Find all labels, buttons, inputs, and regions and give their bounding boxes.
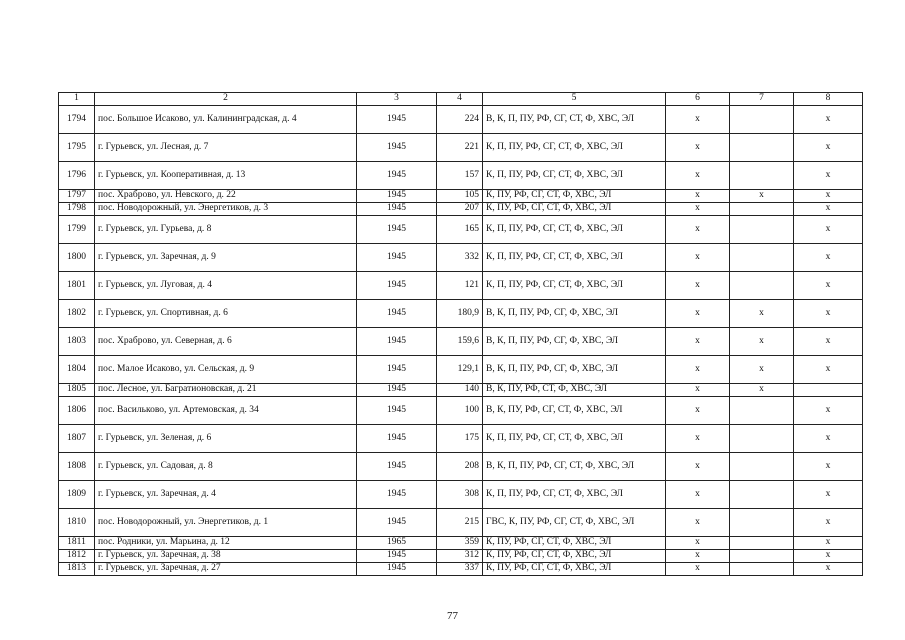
facilities-cell: К, П, ПУ, РФ, СГ, СТ, Ф, ХВС, ЭЛ — [483, 481, 666, 509]
mark-cell-8: x — [794, 537, 863, 550]
table-row — [59, 203, 863, 216]
mark-cell-7 — [730, 453, 794, 481]
mark-cell-6: x — [666, 216, 730, 244]
table-row — [59, 272, 863, 300]
address-cell: г. Гурьевск, ул. Луговая, д. 4 — [95, 272, 357, 300]
row-number-cell: 1798 — [59, 203, 95, 216]
row-number-cell: 1810 — [59, 509, 95, 537]
table-row — [59, 550, 863, 563]
mark-cell-6: x — [666, 481, 730, 509]
table-row — [59, 162, 863, 190]
mark-cell-6: x — [666, 162, 730, 190]
table-row — [59, 563, 863, 576]
mark-cell-7 — [730, 106, 794, 134]
facilities-cell: В, К, П, ПУ, РФ, СГ, Ф, ХВС, ЭЛ — [483, 300, 666, 328]
row-number-cell: 1803 — [59, 328, 95, 356]
table-row — [59, 328, 863, 356]
year-cell: 1945 — [357, 563, 437, 576]
facilities-cell: К, П, ПУ, РФ, СГ, СТ, Ф, ХВС, ЭЛ — [483, 162, 666, 190]
mark-cell-8: x — [794, 481, 863, 509]
mark-cell-7 — [730, 203, 794, 216]
facilities-cell: В, К, П, ПУ, РФ, СГ, СТ, Ф, ХВС, ЭЛ — [483, 453, 666, 481]
facilities-cell: В, К, ПУ, РФ, СТ, Ф, ХВС, ЭЛ — [483, 384, 666, 397]
area-cell: 207 — [437, 203, 483, 216]
mark-cell-7: x — [730, 384, 794, 397]
column-header: 5 — [483, 93, 666, 106]
mark-cell-7: x — [730, 328, 794, 356]
mark-cell-7: x — [730, 300, 794, 328]
address-cell: пос. Новодорожный, ул. Энергетиков, д. 3 — [95, 203, 357, 216]
column-header: 6 — [666, 93, 730, 106]
mark-cell-6: x — [666, 550, 730, 563]
mark-cell-8: x — [794, 162, 863, 190]
mark-cell-8: x — [794, 328, 863, 356]
area-cell: 159,6 — [437, 328, 483, 356]
mark-cell-7: x — [730, 356, 794, 384]
facilities-cell: К, П, ПУ, РФ, СГ, СТ, Ф, ХВС, ЭЛ — [483, 425, 666, 453]
table-row — [59, 453, 863, 481]
mark-cell-6: x — [666, 328, 730, 356]
address-cell: г. Гурьевск, ул. Спортивная, д. 6 — [95, 300, 357, 328]
address-cell: г. Гурьевск, ул. Зеленая, д. 6 — [95, 425, 357, 453]
address-cell: пос. Большое Исаково, ул. Калининградская, д. 4 — [95, 106, 357, 134]
mark-cell-6: x — [666, 537, 730, 550]
year-cell: 1945 — [357, 481, 437, 509]
row-number-cell: 1806 — [59, 397, 95, 425]
row-number-cell: 1807 — [59, 425, 95, 453]
mark-cell-7 — [730, 244, 794, 272]
address-cell: г. Гурьевск, ул. Заречная, д. 27 — [95, 563, 357, 576]
address-cell: г. Гурьевск, ул. Гурьева, д. 8 — [95, 216, 357, 244]
mark-cell-8: x — [794, 425, 863, 453]
row-number-cell: 1797 — [59, 190, 95, 203]
facilities-cell: ГВС, К, ПУ, РФ, СГ, СТ, Ф, ХВС, ЭЛ — [483, 509, 666, 537]
year-cell: 1945 — [357, 190, 437, 203]
mark-cell-7 — [730, 550, 794, 563]
facilities-cell: К, ПУ, РФ, СГ, СТ, Ф, ХВС, ЭЛ — [483, 563, 666, 576]
address-cell: г. Гурьевск, ул. Садовая, д. 8 — [95, 453, 357, 481]
address-cell: пос. Новодорожный, ул. Энергетиков, д. 1 — [95, 509, 357, 537]
table-row — [59, 397, 863, 425]
facilities-cell: К, ПУ, РФ, СГ, СТ, Ф, ХВС, ЭЛ — [483, 203, 666, 216]
year-cell: 1945 — [357, 550, 437, 563]
table-row — [59, 244, 863, 272]
year-cell: 1945 — [357, 244, 437, 272]
mark-cell-7 — [730, 563, 794, 576]
address-cell: пос. Малое Исаково, ул. Сельская, д. 9 — [95, 356, 357, 384]
facilities-cell: К, П, ПУ, РФ, СГ, СТ, Ф, ХВС, ЭЛ — [483, 134, 666, 162]
row-number-cell: 1800 — [59, 244, 95, 272]
row-number-cell: 1799 — [59, 216, 95, 244]
area-cell: 129,1 — [437, 356, 483, 384]
mark-cell-7 — [730, 216, 794, 244]
row-number-cell: 1808 — [59, 453, 95, 481]
year-cell: 1945 — [357, 300, 437, 328]
facilities-cell: К, П, ПУ, РФ, СГ, СТ, Ф, ХВС, ЭЛ — [483, 216, 666, 244]
mark-cell-7 — [730, 134, 794, 162]
mark-cell-7 — [730, 509, 794, 537]
mark-cell-6: x — [666, 300, 730, 328]
facilities-cell: К, ПУ, РФ, СГ, СТ, Ф, ХВС, ЭЛ — [483, 190, 666, 203]
mark-cell-8: x — [794, 106, 863, 134]
address-cell: г. Гурьевск, ул. Кооперативная, д. 13 — [95, 162, 357, 190]
area-cell: 312 — [437, 550, 483, 563]
area-cell: 215 — [437, 509, 483, 537]
year-cell: 1945 — [357, 134, 437, 162]
address-cell: пос. Лесное, ул. Багратионовская, д. 21 — [95, 384, 357, 397]
row-number-cell: 1802 — [59, 300, 95, 328]
year-cell: 1945 — [357, 397, 437, 425]
area-cell: 359 — [437, 537, 483, 550]
mark-cell-7: x — [730, 190, 794, 203]
mark-cell-6: x — [666, 106, 730, 134]
mark-cell-8: x — [794, 190, 863, 203]
facilities-cell: К, П, ПУ, РФ, СГ, СТ, Ф, ХВС, ЭЛ — [483, 244, 666, 272]
mark-cell-6: x — [666, 134, 730, 162]
address-cell: пос. Васильково, ул. Артемовская, д. 34 — [95, 397, 357, 425]
housing-register-table — [58, 92, 863, 576]
table-row — [59, 384, 863, 397]
mark-cell-7 — [730, 162, 794, 190]
area-cell: 208 — [437, 453, 483, 481]
address-cell: г. Гурьевск, ул. Заречная, д. 38 — [95, 550, 357, 563]
mark-cell-8: x — [794, 203, 863, 216]
mark-cell-6: x — [666, 244, 730, 272]
table-row — [59, 425, 863, 453]
year-cell: 1945 — [357, 106, 437, 134]
row-number-cell: 1794 — [59, 106, 95, 134]
area-cell: 165 — [437, 216, 483, 244]
address-cell: пос. Храброво, ул. Невского, д. 22 — [95, 190, 357, 203]
mark-cell-7 — [730, 272, 794, 300]
column-header: 4 — [437, 93, 483, 106]
table-row — [59, 300, 863, 328]
mark-cell-6: x — [666, 563, 730, 576]
mark-cell-6: x — [666, 190, 730, 203]
table-row — [59, 509, 863, 537]
address-cell: пос. Родники, ул. Марьина, д. 12 — [95, 537, 357, 550]
area-cell: 337 — [437, 563, 483, 576]
area-cell: 180,9 — [437, 300, 483, 328]
year-cell: 1945 — [357, 328, 437, 356]
column-header: 1 — [59, 93, 95, 106]
mark-cell-8: x — [794, 300, 863, 328]
address-cell: г. Гурьевск, ул. Лесная, д. 7 — [95, 134, 357, 162]
mark-cell-8: x — [794, 216, 863, 244]
year-cell: 1945 — [357, 356, 437, 384]
table-row — [59, 134, 863, 162]
mark-cell-6: x — [666, 509, 730, 537]
year-cell: 1945 — [357, 272, 437, 300]
mark-cell-6: x — [666, 397, 730, 425]
facilities-cell: К, П, ПУ, РФ, СГ, СТ, Ф, ХВС, ЭЛ — [483, 272, 666, 300]
table-row — [59, 537, 863, 550]
year-cell: 1965 — [357, 537, 437, 550]
mark-cell-8: x — [794, 453, 863, 481]
facilities-cell: К, ПУ, РФ, СГ, СТ, Ф, ХВС, ЭЛ — [483, 550, 666, 563]
table-row — [59, 106, 863, 134]
mark-cell-8: x — [794, 356, 863, 384]
mark-cell-8: x — [794, 397, 863, 425]
address-cell: пос. Храброво, ул. Северная, д. 6 — [95, 328, 357, 356]
year-cell: 1945 — [357, 453, 437, 481]
mark-cell-8 — [794, 384, 863, 397]
column-header: 7 — [730, 93, 794, 106]
mark-cell-7 — [730, 425, 794, 453]
mark-cell-8: x — [794, 244, 863, 272]
column-number-header-row — [59, 93, 863, 106]
facilities-cell: К, ПУ, РФ, СГ, СТ, Ф, ХВС, ЭЛ — [483, 537, 666, 550]
area-cell: 105 — [437, 190, 483, 203]
mark-cell-6: x — [666, 272, 730, 300]
address-cell: г. Гурьевск, ул. Заречная, д. 9 — [95, 244, 357, 272]
mark-cell-6: x — [666, 453, 730, 481]
mark-cell-8: x — [794, 134, 863, 162]
facilities-cell: В, К, П, ПУ, РФ, СГ, СТ, Ф, ХВС, ЭЛ — [483, 106, 666, 134]
mark-cell-6: x — [666, 203, 730, 216]
mark-cell-7 — [730, 397, 794, 425]
row-number-cell: 1813 — [59, 563, 95, 576]
area-cell: 140 — [437, 384, 483, 397]
mark-cell-6: x — [666, 356, 730, 384]
facilities-cell: В, К, П, ПУ, РФ, СГ, Ф, ХВС, ЭЛ — [483, 356, 666, 384]
table-body — [59, 93, 863, 576]
area-cell: 308 — [437, 481, 483, 509]
mark-cell-8: x — [794, 509, 863, 537]
mark-cell-6: x — [666, 384, 730, 397]
column-header: 2 — [95, 93, 357, 106]
year-cell: 1945 — [357, 216, 437, 244]
area-cell: 332 — [437, 244, 483, 272]
area-cell: 175 — [437, 425, 483, 453]
row-number-cell: 1795 — [59, 134, 95, 162]
row-number-cell: 1811 — [59, 537, 95, 550]
mark-cell-8: x — [794, 550, 863, 563]
row-number-cell: 1796 — [59, 162, 95, 190]
table-row — [59, 190, 863, 203]
year-cell: 1945 — [357, 509, 437, 537]
mark-cell-7 — [730, 481, 794, 509]
column-header: 8 — [794, 93, 863, 106]
table-row — [59, 481, 863, 509]
area-cell: 100 — [437, 397, 483, 425]
year-cell: 1945 — [357, 203, 437, 216]
mark-cell-7 — [730, 537, 794, 550]
mark-cell-8: x — [794, 563, 863, 576]
table-row — [59, 356, 863, 384]
column-header: 3 — [357, 93, 437, 106]
year-cell: 1945 — [357, 384, 437, 397]
facilities-cell: В, К, П, ПУ, РФ, СГ, Ф, ХВС, ЭЛ — [483, 328, 666, 356]
year-cell: 1945 — [357, 425, 437, 453]
row-number-cell: 1812 — [59, 550, 95, 563]
area-cell: 221 — [437, 134, 483, 162]
row-number-cell: 1801 — [59, 272, 95, 300]
area-cell: 157 — [437, 162, 483, 190]
area-cell: 121 — [437, 272, 483, 300]
row-number-cell: 1809 — [59, 481, 95, 509]
facilities-cell: В, К, ПУ, РФ, СГ, СТ, Ф, ХВС, ЭЛ — [483, 397, 666, 425]
mark-cell-6: x — [666, 425, 730, 453]
row-number-cell: 1804 — [59, 356, 95, 384]
address-cell: г. Гурьевск, ул. Заречная, д. 4 — [95, 481, 357, 509]
row-number-cell: 1805 — [59, 384, 95, 397]
table-row — [59, 216, 863, 244]
year-cell: 1945 — [357, 162, 437, 190]
page-number: 77 — [447, 610, 458, 622]
area-cell: 224 — [437, 106, 483, 134]
mark-cell-8: x — [794, 272, 863, 300]
